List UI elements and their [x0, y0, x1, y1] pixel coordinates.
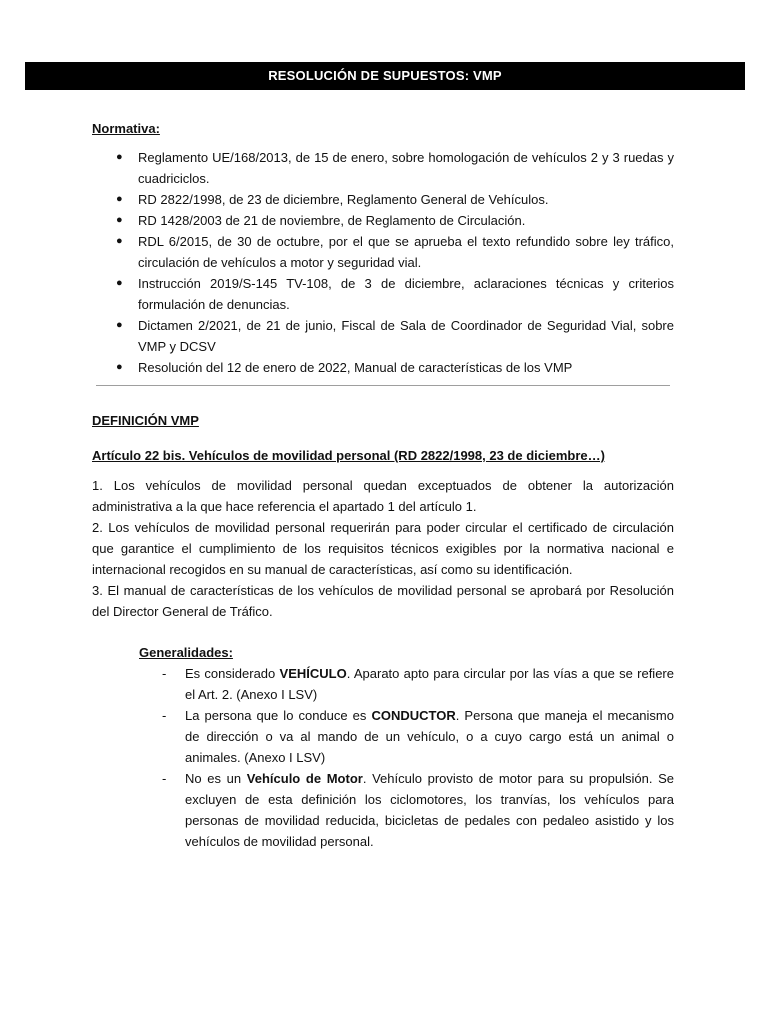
list-item	[92, 705, 674, 768]
item-bold-term: CONDUCTOR	[371, 708, 456, 723]
generalidades-list	[92, 663, 674, 852]
list-item-text: Instrucción 2019/S-145 TV-108, de 3 de diciembre, aclaraciones técnicas y criterios formulación de denuncias.	[138, 276, 674, 312]
bullet-icon: ●	[116, 193, 123, 205]
bullet-icon: ●	[116, 361, 123, 373]
item-post-text: . Persona que maneja el mecanismo de dirección o va al mando de un vehículo, o a cuyo cargo está un animal o animales. (Anexo I LSV)	[185, 708, 674, 765]
list-item-text: RDL 6/2015, de 30 de octubre, por el que se aprueba el texto refundido sobre ley tráfico, circulación de vehículos a motor y seguridad vial.	[138, 234, 674, 270]
list-item	[92, 231, 674, 273]
normativa-list	[92, 147, 674, 378]
list-item	[92, 273, 674, 315]
item-bold-term: VEHÍCULO	[279, 666, 347, 681]
bullet-icon: ●	[116, 319, 123, 331]
paragraph: 2. Los vehículos de movilidad personal requerirán para poder circular el certificado de circulación que garantice el cumplimiento de los requisitos técnicos exigibles por la normativa nacional e internacional recogidos en su manual de características, así como su identificación.	[92, 520, 674, 577]
item-bold-term: Vehículo de Motor	[246, 771, 363, 786]
item-pre-text: No es un	[185, 771, 247, 786]
list-item	[92, 147, 674, 189]
document-title: RESOLUCIÓN DE SUPUESTOS: VMP	[25, 62, 745, 90]
normativa-heading: Normativa:	[92, 121, 160, 136]
dash-icon: -	[162, 666, 167, 681]
article-paragraphs	[92, 475, 674, 622]
section-divider	[96, 385, 670, 386]
list-item-text: Resolución del 12 de enero de 2022, Manual de características de los VMP	[138, 360, 573, 375]
list-item	[92, 210, 674, 231]
item-post-text: . Vehículo provisto de motor para su propulsión. Se excluyen de esta definición los ciclomotores, los tranvías, los vehículos para personas de movilidad reducida, bicicletas de pedales con pedaleo asistido y los vehículos de movilidad personal.	[185, 771, 674, 849]
dash-icon: -	[162, 771, 167, 786]
item-post-text: . Aparato apto para circular por las vías a que se refiere el Art. 2. (Anexo I LSV)	[185, 666, 674, 702]
list-item	[92, 768, 674, 852]
bullet-icon: ●	[116, 277, 123, 289]
item-pre-text: La persona que lo conduce es	[185, 708, 372, 723]
list-item	[92, 663, 674, 705]
dash-icon: -	[162, 708, 167, 723]
list-item-text: Reglamento UE/168/2013, de 15 de enero, sobre homologación de vehículos 2 y 3 ruedas y cuadriciclos.	[138, 150, 674, 186]
article-heading: Artículo 22 bis. Vehículos de movilidad personal (RD 2822/1998, 23 de diciembre…)	[92, 448, 605, 463]
list-item	[92, 357, 674, 378]
document-content	[92, 118, 674, 852]
list-item-text: Dictamen 2/2021, de 21 de junio, Fiscal de Sala de Coordinador de Seguridad Vial, sobre VMP y DCSV	[138, 318, 674, 354]
item-pre-text: Es considerado	[185, 666, 280, 681]
bullet-icon: ●	[116, 214, 123, 226]
bullet-icon: ●	[116, 151, 123, 163]
paragraph: 3. El manual de características de los vehículos de movilidad personal se aprobará por Resolución del Director General de Tráfico.	[92, 583, 674, 619]
list-item	[92, 315, 674, 357]
list-item	[92, 189, 674, 210]
list-item-text: RD 2822/1998, de 23 de diciembre, Reglamento General de Vehículos.	[138, 192, 549, 207]
definicion-heading: DEFINICIÓN VMP	[92, 413, 199, 428]
generalidades-heading: Generalidades:	[139, 645, 233, 660]
paragraph: 1. Los vehículos de movilidad personal quedan exceptuados de obtener la autorización administrativa a la que hace referencia el apartado 1 del artículo 1.	[92, 478, 674, 514]
list-item-text: RD 1428/2003 de 21 de noviembre, de Reglamento de Circulación.	[138, 213, 526, 228]
bullet-icon: ●	[116, 235, 123, 247]
